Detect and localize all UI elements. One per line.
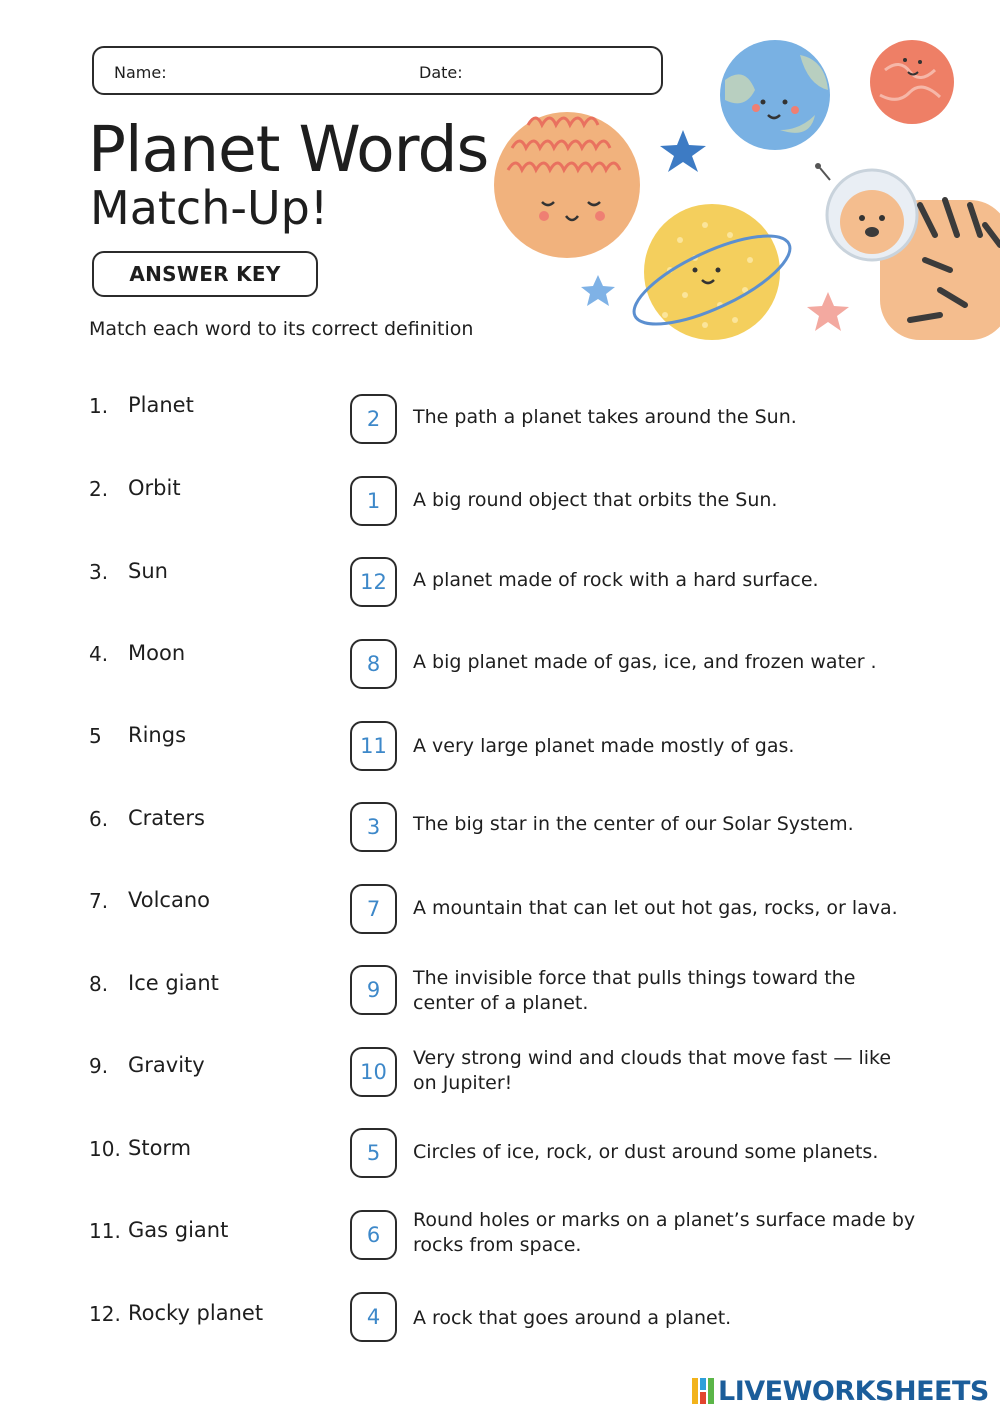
answer-box[interactable]: 11 [350, 721, 397, 771]
term-word: Moon [128, 641, 186, 665]
star-icon [581, 275, 615, 306]
answer-box[interactable]: 1 [350, 476, 397, 526]
definition-text: Circles of ice, rock, or dust around some planets. [413, 1141, 879, 1163]
term-word: Orbit [128, 476, 181, 500]
answer-box[interactable]: 10 [350, 1047, 397, 1097]
term-number: 12. [89, 1302, 121, 1326]
answer-box[interactable]: 9 [350, 965, 397, 1015]
answer-box[interactable]: 7 [350, 884, 397, 934]
term-number: 2. [89, 477, 109, 501]
space-illustration [480, 30, 1000, 360]
definition-text: A big round object that orbits the Sun. [413, 489, 778, 511]
footer-brand[interactable] [692, 1374, 989, 1408]
definition-text: A very large planet made mostly of gas. [413, 735, 795, 757]
page-title: Planet Words [88, 113, 489, 186]
term-word: Planet [128, 393, 194, 417]
term-number: 4. [89, 642, 109, 666]
answer-box[interactable]: 3 [350, 802, 397, 852]
instructions: Match each word to its correct definition [89, 318, 474, 340]
term-number: 7. [89, 889, 109, 913]
liveworksheets-logo-icon [692, 1378, 714, 1404]
term-number: 3. [89, 560, 109, 584]
star-icon [807, 292, 849, 331]
term-word: Gravity [128, 1053, 205, 1077]
term-number: 1. [89, 394, 109, 418]
term-number: 5 [89, 724, 102, 748]
answer-box[interactable]: 2 [350, 394, 397, 444]
answer-box[interactable]: 6 [350, 1210, 397, 1260]
orange-planet-icon [494, 112, 640, 258]
answer-box[interactable]: 5 [350, 1128, 397, 1178]
answer-key-badge: ANSWER KEY [92, 251, 318, 297]
term-word: Rings [128, 723, 187, 747]
definition-text: Very strong wind and clouds that move fast — like on Jupiter! [413, 1047, 892, 1094]
date-label: Date: [419, 63, 463, 82]
term-word: Craters [128, 806, 205, 830]
term-word: Sun [128, 559, 168, 583]
definition-text: The invisible force that pulls things toward the center of a planet. [413, 967, 856, 1014]
answer-box[interactable]: 4 [350, 1292, 397, 1342]
red-planet-icon [870, 40, 954, 124]
term-word: Ice giant [128, 971, 219, 995]
term-number: 10. [89, 1137, 121, 1161]
definition-text: Round holes or marks on a planet’s surface made by rocks from space. [413, 1209, 916, 1256]
term-word: Storm [128, 1136, 192, 1160]
name-label: Name: [114, 63, 167, 82]
definition-text: A planet made of rock with a hard surface. [413, 569, 819, 591]
earth-planet-icon [720, 40, 830, 150]
ringed-planet-icon [623, 204, 801, 341]
answer-box[interactable]: 8 [350, 639, 397, 689]
definition-text: The path a planet takes around the Sun. [413, 406, 797, 428]
term-number: 11. [89, 1219, 121, 1243]
definition-text: A big planet made of gas, ice, and frozen water . [413, 651, 877, 673]
term-word: Volcano [128, 888, 210, 912]
page-subtitle: Match-Up! [90, 181, 329, 235]
answer-box[interactable]: 12 [350, 557, 397, 607]
tiger-astronaut-icon [815, 163, 1000, 340]
term-number: 9. [89, 1054, 109, 1078]
star-icon [660, 130, 706, 172]
term-word: Gas giant [128, 1218, 229, 1242]
term-number: 8. [89, 972, 109, 996]
brand-name: LIVEWORKSHEETS [718, 1375, 989, 1407]
term-word: Rocky planet [128, 1301, 264, 1325]
definition-text: The big star in the center of our Solar System. [413, 813, 854, 835]
definition-text: A rock that goes around a planet. [413, 1307, 732, 1329]
definition-text: A mountain that can let out hot gas, rocks, or lava. [413, 897, 898, 919]
term-number: 6. [89, 807, 109, 831]
